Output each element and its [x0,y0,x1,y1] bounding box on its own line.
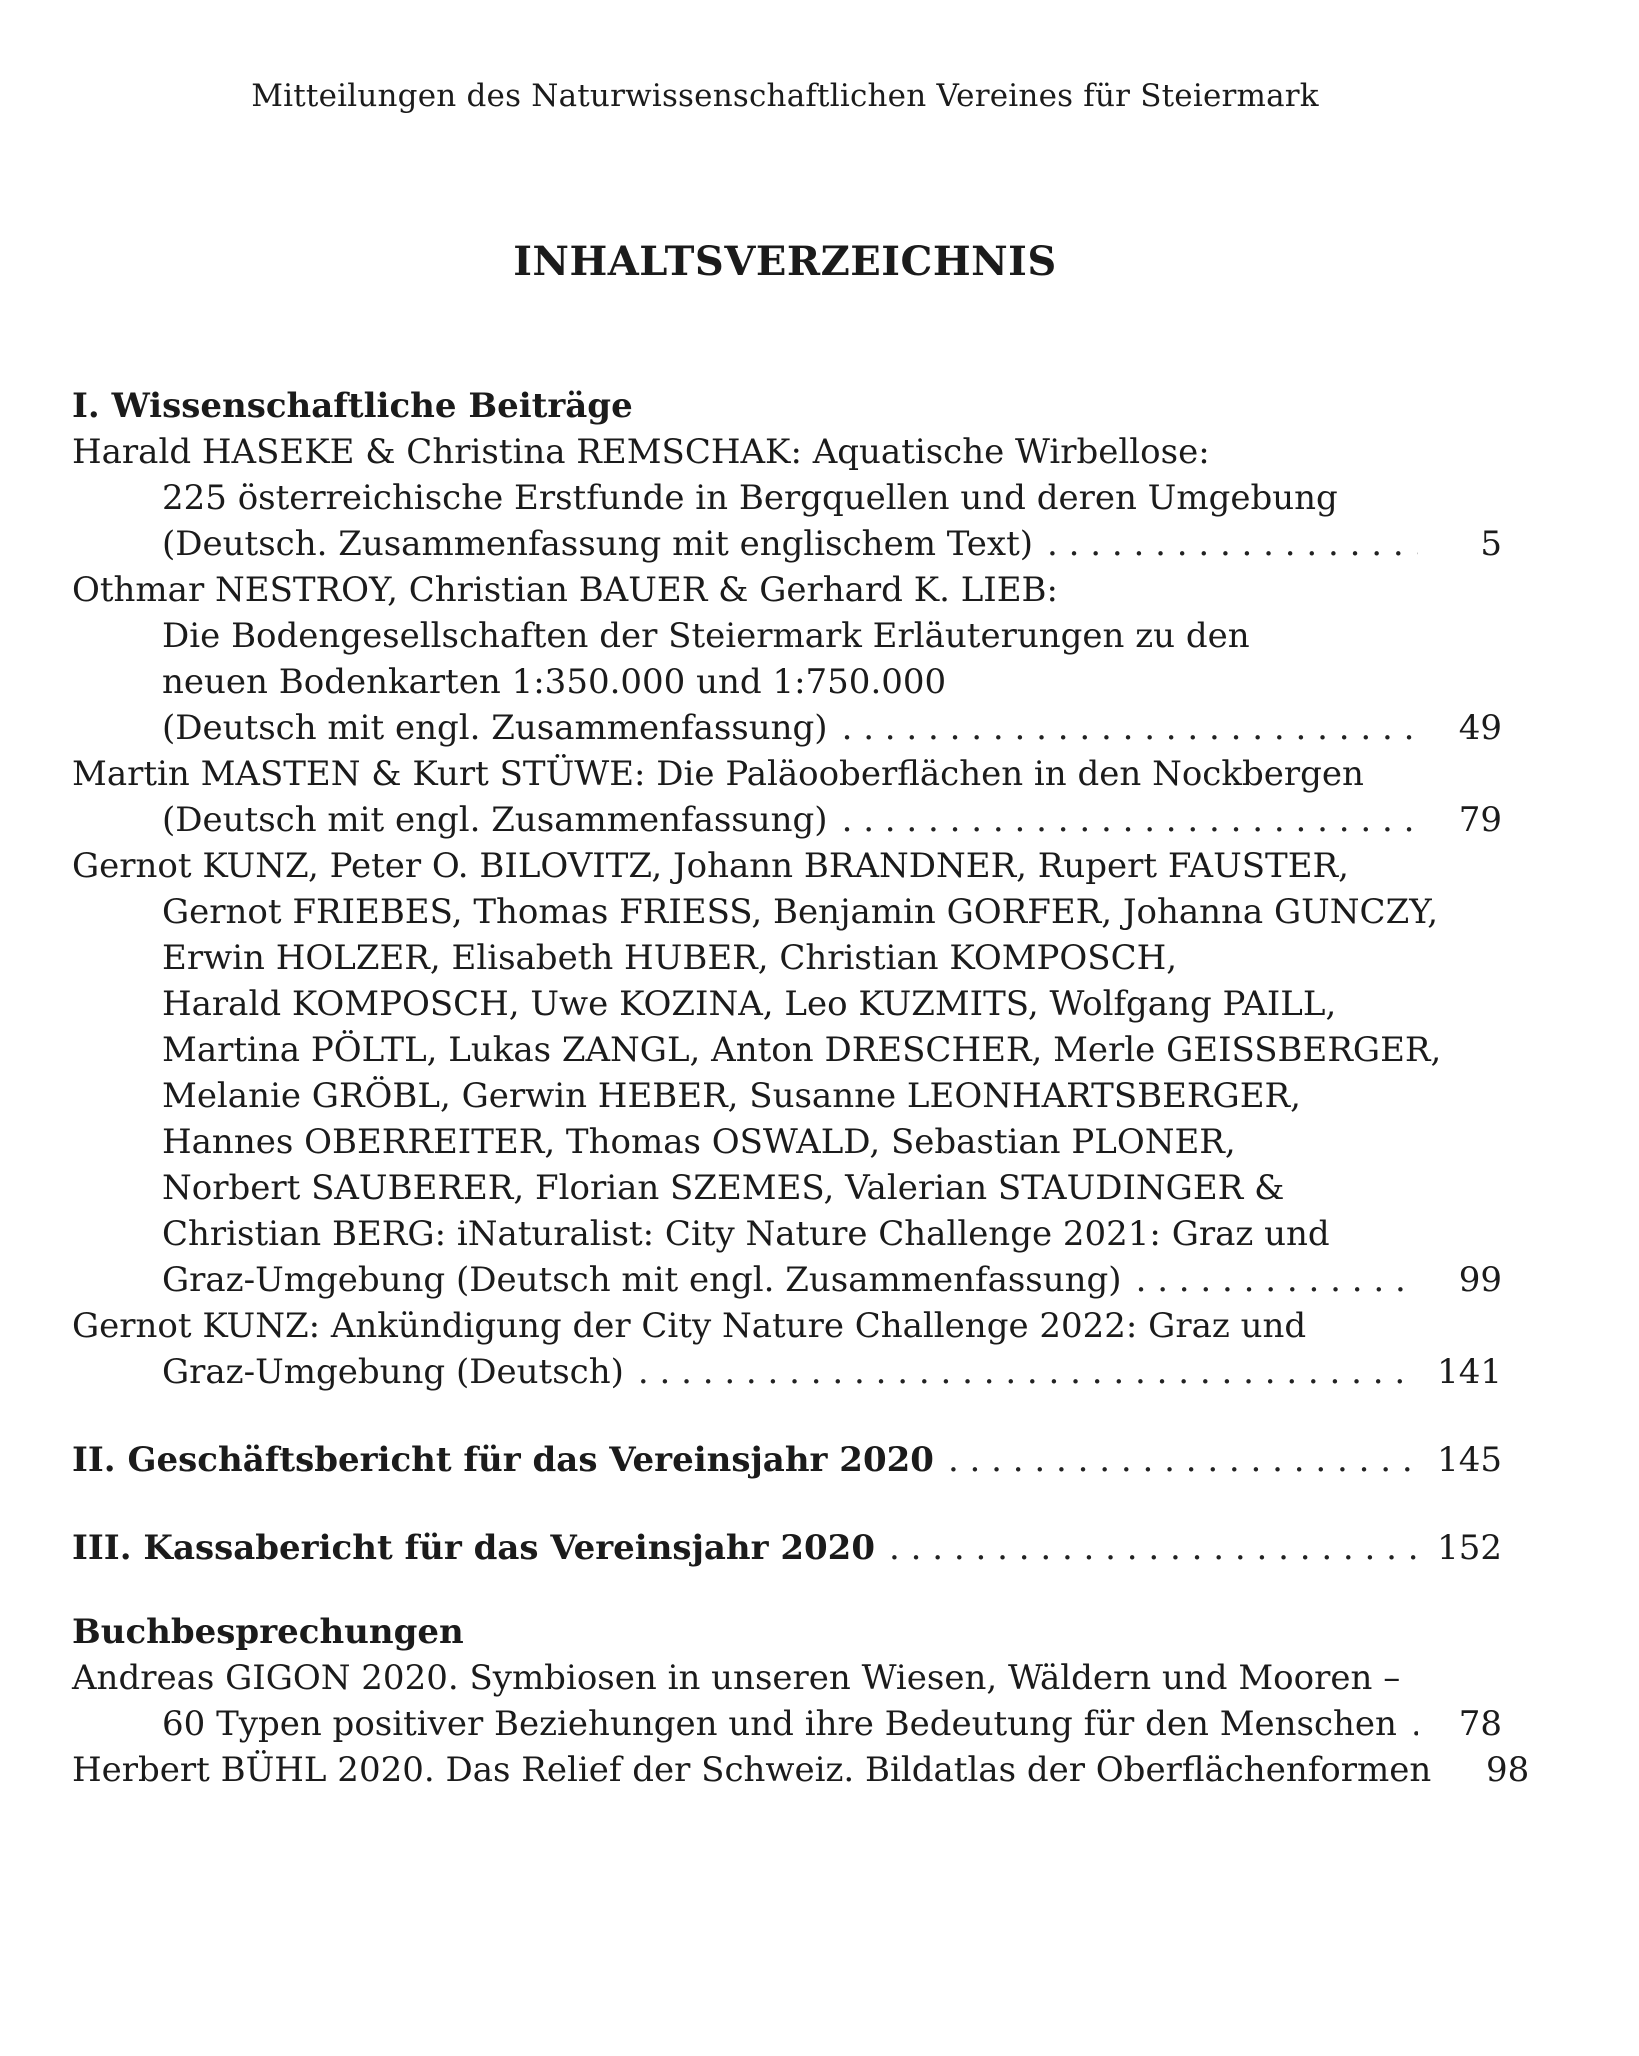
toc-entry-last-line: Graz-Umgebung (Deutsch mit engl. Zusammenfassung) [162,1260,1122,1300]
toc-entry-title-line: Gernot FRIEBES, Thomas FRIESS, Benjamin GORFER, Johanna GUNCZY, [162,892,1439,932]
toc-entry-authors: Martin MASTEN & Kurt STÜWE: Die Paläooberflächen in den Nockbergen [72,754,1364,794]
page-number: 5 [1480,524,1502,564]
leader-dots [1136,1257,1418,1303]
toc-entry-title-line: Martina PÖLTL, Lukas ZANGL, Anton DRESCHER, Merle GEISSBERGER, [162,1030,1442,1070]
page-number: 99 [1458,1260,1502,1300]
page-title: INHALTSVERZEICHNIS [513,238,1057,285]
book-entry-last-line: 60 Typen positiver Beziehungen und ihre Bedeutung für den Menschen [162,1704,1397,1744]
section-heading: I. Wissenschaftliche Beiträge [72,386,633,426]
page-number: 79 [1458,800,1502,840]
toc-entry-last-line: Graz-Umgebung (Deutsch) [162,1352,624,1392]
toc-entry-title-line: 225 österreichische Erstfunde in Bergquellen und deren Umgebung [162,478,1338,518]
toc-entry-row [72,1257,1502,1303]
page-number: 145 [1437,1440,1502,1480]
section-row [72,1525,1502,1571]
section-heading: II. Geschäftsbericht für das Vereinsjahr 2020 [72,1440,934,1480]
toc-entry-title-line: neuen Bodenkarten 1:350.000 und 1:750.000 [162,662,947,702]
toc-entry-row [72,1349,1502,1395]
book-entry-line: Andreas GIGON 2020. Symbiosen in unseren Wiesen, Wäldern und Mooren – [72,1658,1401,1698]
toc-entry-authors: Gernot KUNZ, Peter O. BILOVITZ, Johann BRANDNER, Rupert FAUSTER, [72,846,1349,886]
page-number: 152 [1437,1528,1502,1568]
leader-dots [638,1349,1418,1395]
page-number: 98 [1486,1750,1530,1790]
toc-entry-row [72,521,1502,567]
toc-entry-last-line: (Deutsch. Zusammenfassung mit englischem Text) [162,524,1034,564]
section-heading: III. Kassabericht für das Vereinsjahr 2020 [72,1528,876,1568]
toc-entry-title-line: Hannes OBERREITER, Thomas OSWALD, Sebastian PLONER, [162,1122,1236,1162]
leader-dots [1411,1701,1418,1747]
toc-entry-title-line: Norbert SAUBERER, Florian SZEMES, Valerian STAUDINGER & [162,1168,1285,1208]
leader-dots [842,797,1418,843]
toc-entry-row [72,797,1502,843]
toc-entry-row [72,705,1502,751]
toc-entry-authors: Othmar NESTROY, Christian BAUER & Gerhard K. LIEB: [72,570,1058,610]
toc-entry-title-line: Erwin HOLZER, Elisabeth HUBER, Christian KOMPOSCH, [162,938,1178,978]
toc-entry-title-line: Harald KOMPOSCH, Uwe KOZINA, Leo KUZMITS, Wolfgang PAILL, [162,984,1337,1024]
toc-entry-row [72,1701,1502,1747]
toc-entry-authors: Gernot KUNZ: Ankündigung der City Nature Challenge 2022: Graz und [72,1306,1307,1346]
journal-header: Mitteilungen des Naturwissenschaftlichen Vereines für Steiermark [251,78,1319,114]
leader-dots [889,1525,1418,1571]
table-of-contents [72,383,1530,1793]
section-heading: Buchbesprechungen [72,1612,464,1652]
toc-entry-title-line: Die Bodengesellschaften der Steiermark Erläuterungen zu den [162,616,1250,656]
book-entry-last-line: Herbert BÜHL 2020. Das Relief der Schweiz. Bildatlas der Oberflächenformen [72,1750,1432,1790]
page-number: 49 [1458,708,1502,748]
toc-entry-last-line: (Deutsch mit engl. Zusammenfassung) [162,708,828,748]
toc-entry-last-line: (Deutsch mit engl. Zusammenfassung) [162,800,828,840]
toc-entry-row [72,1747,1530,1793]
toc-entry-title-line: Melanie GRÖBL, Gerwin HEBER, Susanne LEONHARTSBERGER, [162,1076,1301,1116]
toc-entry-title-line: Christian BERG: iNaturalist: City Nature Challenge 2021: Graz und [162,1214,1330,1254]
page-number: 141 [1437,1352,1502,1392]
leader-dots [842,705,1418,751]
section-row [72,1437,1502,1483]
page-number: 78 [1458,1704,1502,1744]
leader-dots [948,1437,1418,1483]
leader-dots [1047,521,1418,567]
toc-entry-authors: Harald HASEKE & Christina REMSCHAK: Aquatische Wirbellose: [72,432,1210,472]
